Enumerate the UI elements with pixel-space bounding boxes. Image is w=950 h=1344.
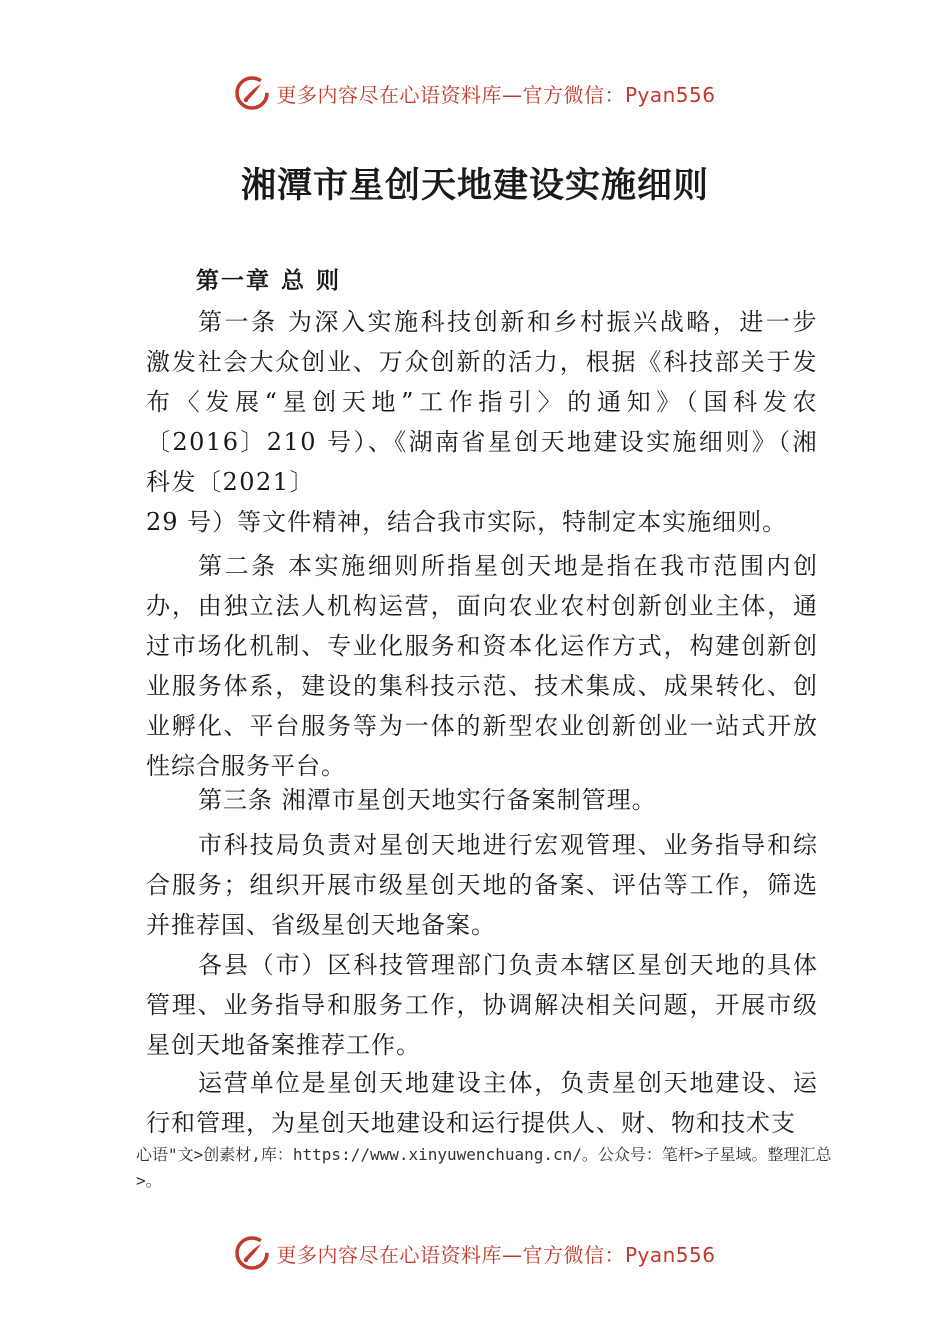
article-2-paragraph: 第二条 本实施细则所指星创天地是指在我市范围内创办，由独立法人机构运营，面向农业农村创新创业主体，通过市场化机制、专业化服务和资本化运作方式，构建创新创业服务体系，建设的集科技示范、技术集成、成果转化、创业孵化、平台服务等为一体的新型农业创新创业一站式开放性综合服务平台。 xyxy=(146,552,818,780)
banner-main-text: 更多内容尽在心语资料库 xyxy=(276,82,502,107)
brush-circle-logo-icon xyxy=(234,1235,270,1271)
article-1-paragraph: 第一条 为深入实施科技创新和乡村振兴战略，进一步激发社会大众创业、万众创新的活力，根据《科技部关于发布〈发展“星创天地”工作指引〉的通知》（国科发农〔2016〕210 号）、《湖南省星创天地建设实施细则》（湘科发〔2021〕 xyxy=(146,308,818,496)
banner-text xyxy=(276,79,715,108)
county-department-paragraph: 各县（市）区科技管理部门负责本辖区星创天地的具体管理、业务指导和服务工作，协调解决相关问题，开展市级星创天地备案推荐工作。 xyxy=(146,951,818,1059)
operator-paragraph: 运营单位是星创天地建设主体，负责星创天地建设、运行和管理，为星创天地建设和运行提供人、财、物和技术支 xyxy=(146,1069,818,1137)
article-3-paragraph: 第三条 湘潭市星创天地实行备案制管理。 xyxy=(198,786,657,814)
banner-separator: — xyxy=(501,82,523,107)
brush-circle-logo-icon xyxy=(234,75,270,111)
document-title: 湘潭市星创天地建设实施细则 xyxy=(240,166,709,206)
article-1-continuation: 29 号）等文件精神，结合我市实际，特制定本实施细则。 xyxy=(146,508,788,536)
banner-contact-text: 官方微信：Pyan556 xyxy=(522,82,716,107)
banner-separator: — xyxy=(501,1242,523,1267)
chapter-heading: 第一章 总 则 xyxy=(196,268,342,294)
banner-main-text: 更多内容尽在心语资料库 xyxy=(276,1242,502,1267)
bottom-banner xyxy=(0,1233,950,1273)
banner-contact-text: 官方微信：Pyan556 xyxy=(522,1242,716,1267)
banner-text xyxy=(276,1239,715,1268)
footer-source-note: 心语"文>创素材,库：https://www.xinyuwenchuang.cn/。公众号：笔杆>子星域。整理汇总>。 xyxy=(136,1145,832,1190)
city-bureau-paragraph: 市科技局负责对星创天地进行宏观管理、业务指导和综合服务；组织开展市级星创天地的备案、评估等工作，筛选并推荐国、省级星创天地备案。 xyxy=(146,831,818,939)
top-banner xyxy=(0,73,950,113)
